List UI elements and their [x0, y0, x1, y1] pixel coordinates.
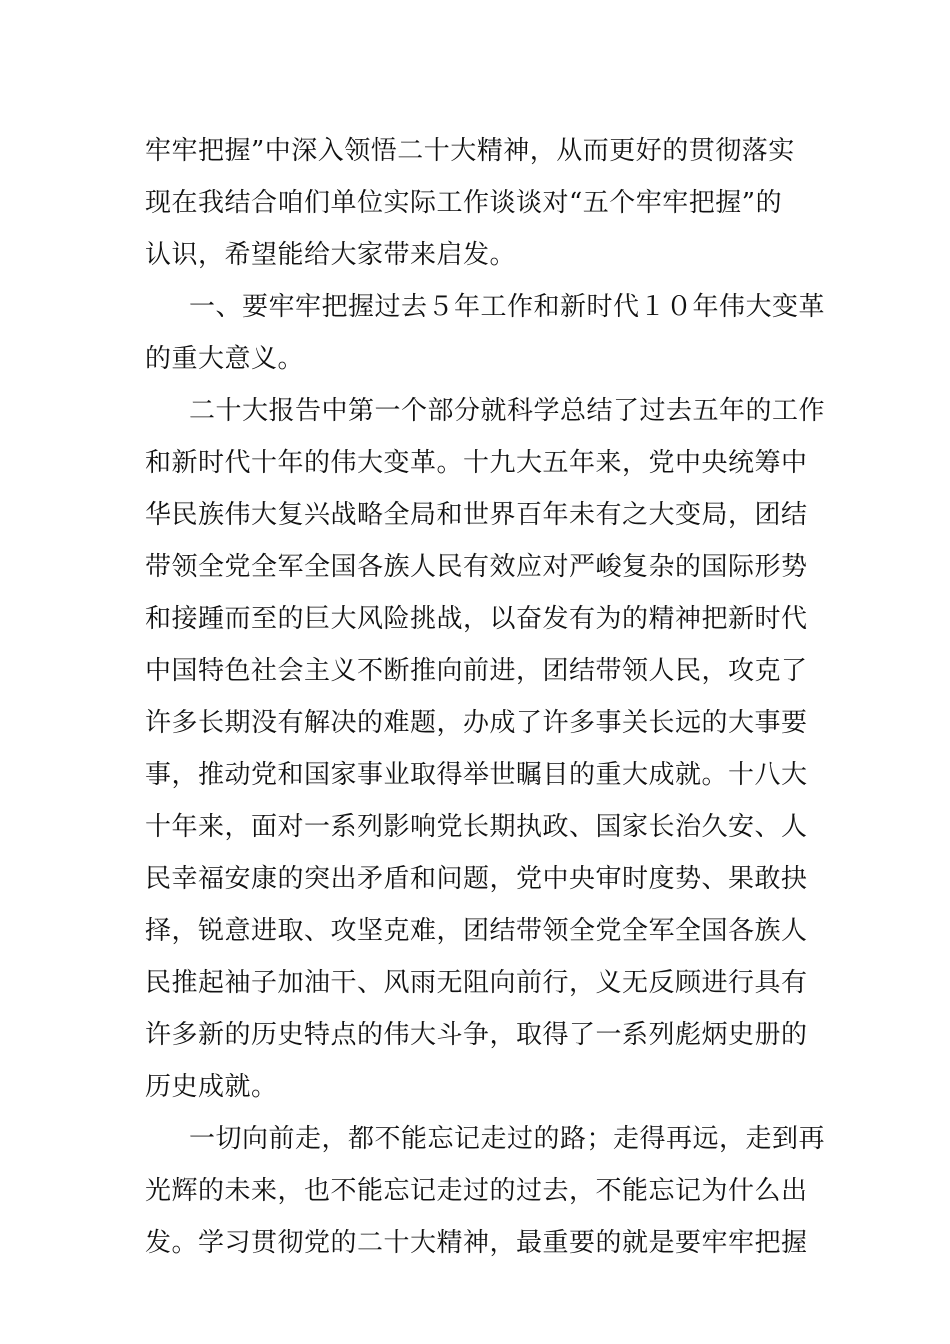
text-line: 现在我结合咱们单位实际工作谈谈对“五个牢牢把握”的: [145, 188, 783, 218]
text-line: 民推起袖子加油干、风雨无阻向前行，义无反顾进行具有: [145, 968, 808, 998]
text-line: 和新时代十年的伟大变革。十九大五年来，党中央统筹中: [145, 448, 808, 478]
text-line: 历史成就。: [145, 1072, 278, 1102]
text-line: 认识，希望能给大家带来启发。: [145, 240, 517, 270]
text-line: 带领全党全军全国各族人民有效应对严峻复杂的国际形势: [145, 552, 808, 582]
text-line: 和接踵而至的巨大风险挑战，以奋发有为的精神把新时代: [145, 604, 808, 634]
text-line: 许多长期没有解决的难题，办成了许多事关长远的大事要: [145, 708, 808, 738]
text-line: 发。学习贯彻党的二十大精神，最重要的就是要牢牢把握: [145, 1228, 808, 1258]
text-line: 许多新的历史特点的伟大斗争，取得了一系列彪炳史册的: [145, 1020, 808, 1050]
text-line: 光辉的未来，也不能忘记走过的过去，不能忘记为什么出: [145, 1176, 808, 1206]
text-line: 民幸福安康的突出矛盾和问题，党中央审时度势、果敢抉: [145, 864, 808, 894]
text-line: 中国特色社会主义不断推向前进，团结带领人民，攻克了: [145, 656, 808, 686]
document-body: [145, 125, 826, 1269]
text-line: 牢牢把握”中深入领悟二十大精神，从而更好的贯彻落实: [145, 136, 795, 166]
text-line: 事，推动党和国家事业取得举世瞩目的重大成就。十八大: [145, 760, 808, 790]
text-line: 择，锐意进取、攻坚克难，团结带领全党全军全国各族人: [145, 916, 808, 946]
text-line: 华民族伟大复兴战略全局和世界百年未有之大变局，团结: [145, 500, 808, 530]
text-line: 十年来，面对一系列影响党长期执政、国家长治久安、人: [145, 812, 808, 842]
paragraph-first-line: 一切向前走，都不能忘记走过的路；走得再远，走到再: [189, 1124, 826, 1154]
section-heading-line: 一、要牢牢把握过去５年工作和新时代１０年伟大变革: [189, 292, 826, 322]
paragraph-first-line: 二十大报告中第一个部分就科学总结了过去五年的工作: [189, 396, 826, 426]
section-heading-line: 的重大意义。: [145, 344, 305, 374]
